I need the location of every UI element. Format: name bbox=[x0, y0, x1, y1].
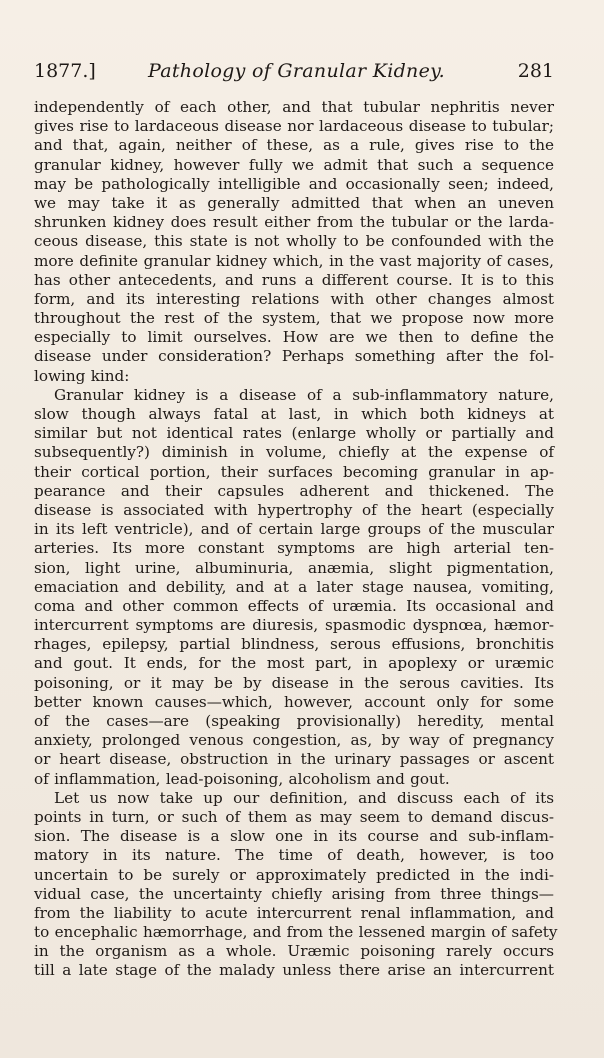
text-line: their cortical portion, their surfaces becoming granular in ap- bbox=[34, 462, 554, 481]
text-line: poisoning, or it may be by disease in the serous cavities. Its bbox=[34, 673, 554, 692]
text-line: form, and its interesting relations with other changes almost bbox=[34, 289, 554, 308]
header-year: 1877.] bbox=[34, 60, 96, 82]
body-text bbox=[34, 98, 558, 981]
text-line: Let us now take up our definition, and discuss each of its bbox=[54, 788, 554, 807]
text-line: emaciation and debility, and at a later stage nausea, vomiting, bbox=[34, 577, 554, 596]
text-line: vidual case, the uncertainty chiefly arising from three things— bbox=[34, 884, 554, 903]
text-line: granular kidney, however fully we admit that such a sequence bbox=[34, 155, 554, 174]
text-line: better known causes—which, however, account only for some bbox=[34, 692, 554, 711]
text-line: in its left ventricle), and of certain large groups of the muscular bbox=[34, 520, 554, 539]
text-line: to encephalic hæmorrhage, and from the lessened margin of safety bbox=[34, 923, 558, 942]
text-line: we may take it as generally admitted that when an uneven bbox=[34, 193, 554, 212]
text-line: may be pathologically intelligible and occasionally seen; indeed, bbox=[34, 174, 554, 193]
text-line: disease under consideration? Perhaps something after the fol- bbox=[34, 347, 554, 366]
text-line: gives rise to lardaceous disease nor lardaceous disease to tubular; bbox=[34, 117, 554, 136]
running-header bbox=[34, 60, 554, 88]
text-line: sion. The disease is a slow one in its course and sub-inflam- bbox=[34, 827, 554, 846]
text-line: rhages, epilepsy, partial blindness, serous effusions, bronchitis bbox=[34, 635, 554, 654]
text-line: subsequently?) diminish in volume, chiefly at the expense of bbox=[34, 443, 554, 462]
text-line: matory in its nature. The time of death, however, is too bbox=[34, 846, 554, 865]
page-number: 281 bbox=[517, 60, 554, 82]
text-line: anxiety, prolonged venous congestion, as, by way of pregnancy bbox=[34, 731, 554, 750]
text-line: and gout. It ends, for the most part, in apoplexy or uræmic bbox=[34, 654, 554, 673]
text-line: Granular kidney is a disease of a sub-inflammatory nature, bbox=[54, 385, 554, 404]
text-line: has other antecedents, and runs a different course. It is to this bbox=[34, 270, 554, 289]
text-line: especially to limit ourselves. How are we then to define the bbox=[34, 328, 554, 347]
text-line: from the liability to acute intercurrent renal inflammation, and bbox=[34, 903, 554, 922]
header-title: Pathology of Granular Kidney. bbox=[148, 60, 445, 82]
text-line: or heart disease, obstruction in the urinary passages or ascent bbox=[34, 750, 554, 769]
text-line: sion, light urine, albuminuria, anæmia, slight pigmentation, bbox=[34, 558, 554, 577]
text-line: intercurrent symptoms are diuresis, spasmodic dyspnœa, hæmor- bbox=[34, 616, 554, 635]
text-line: of the cases—are (speaking provisionally) heredity, mental bbox=[34, 712, 554, 730]
text-line: uncertain to be surely or approximately predicted in the indi- bbox=[34, 865, 554, 884]
text-line: similar but not identical rates (enlarge wholly or partially and bbox=[34, 424, 554, 443]
text-line: and that, again, neither of these, as a rule, gives rise to the bbox=[34, 136, 554, 155]
text-line: throughout the rest of the system, that we propose now more bbox=[34, 309, 554, 328]
text-line: till a late stage of the malady unless there arise an intercurrent bbox=[34, 961, 554, 980]
text-line: in the organism as a whole. Uræmic poisoning rarely occurs bbox=[34, 942, 554, 961]
text-line: ceous disease, this state is not wholly to be confounded with the bbox=[34, 232, 554, 251]
text-line: arteries. Its more constant symptoms are high arterial ten- bbox=[34, 539, 554, 558]
text-line: more definite granular kidney which, in the vast majority of cases, bbox=[34, 251, 554, 270]
text-line: of inflammation, lead-poisoning, alcoholism and gout. bbox=[34, 769, 450, 788]
text-line: lowing kind: bbox=[34, 366, 130, 385]
text-line: pearance and their capsules adherent and thickened. The bbox=[34, 481, 554, 500]
text-line: slow though always fatal at last, in which both kidneys at bbox=[34, 405, 554, 423]
text-line: points in turn, or such of them as may seem to demand discus- bbox=[34, 807, 554, 826]
text-line: shrunken kidney does result either from the tubular or the larda- bbox=[34, 213, 554, 232]
text-line: coma and other common effects of uræmia. Its occasional and bbox=[34, 596, 554, 615]
text-line: independently of each other, and that tubular nephritis never bbox=[34, 98, 554, 116]
text-line: disease is associated with hypertrophy of the heart (especially bbox=[34, 500, 554, 519]
